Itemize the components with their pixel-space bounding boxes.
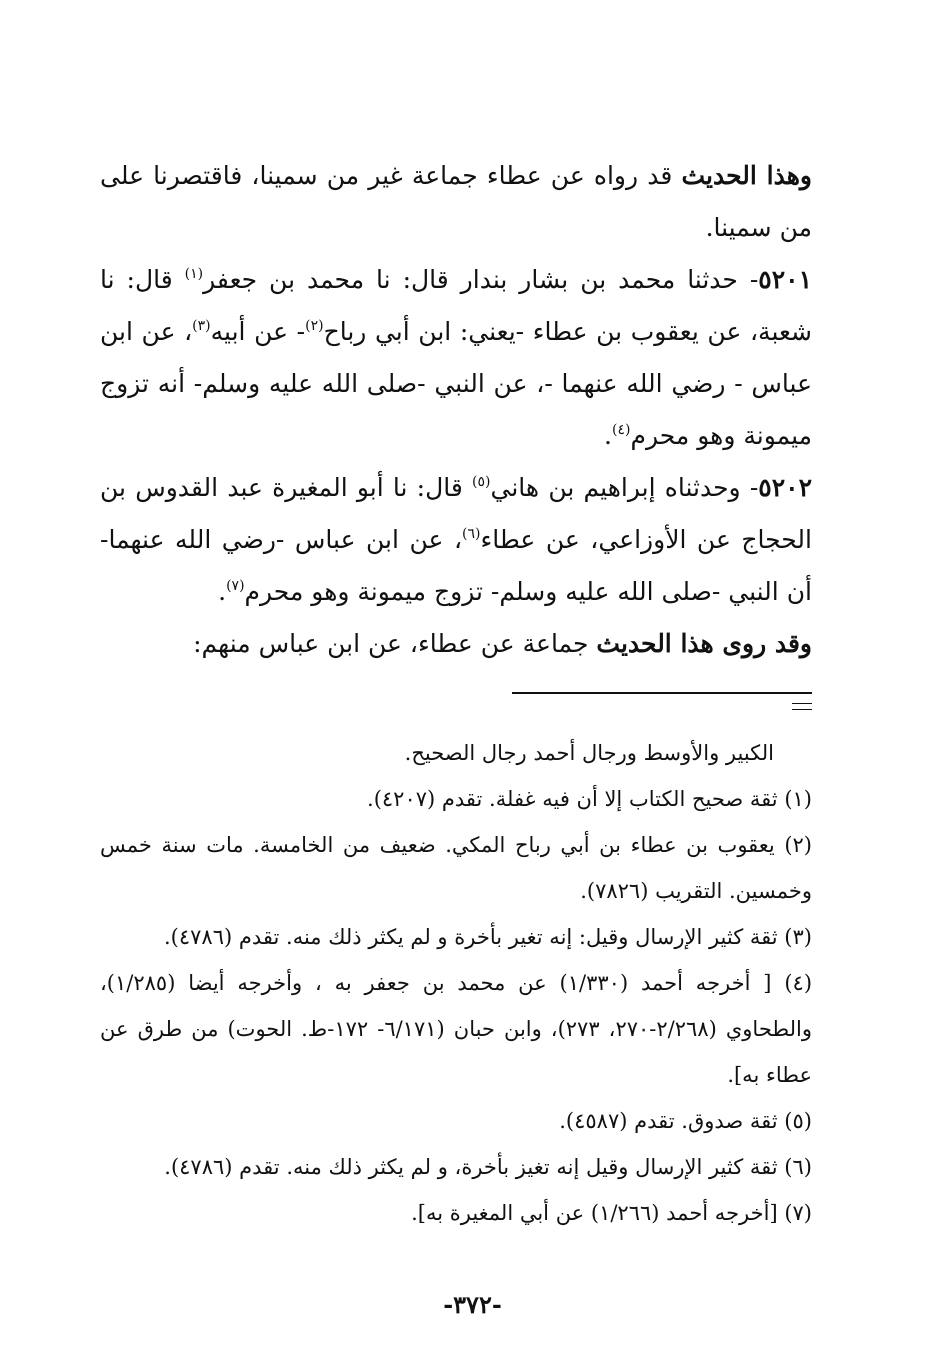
footnote-continuation: الكبير والأوسط ورجال أحمد رجال الصحيح.	[404, 741, 774, 765]
footnote-1: (١) ثقة صحيح الكتاب إلا أن فيه غفلة. تقدم (٤٢٠٧).	[367, 787, 812, 811]
footnote-4: (٤) [ أخرجه أحمد (١/٣٣٠) عن محمد بن جعفر به ، وأخرجه أيضا (١/٢٨٥)، والطحاوي (٢/٢٦٨-٢٧٠، ٢٧٣)، وابن حبان (٦/١٧١- ١٧٢-ط. الحوت) من طرق عن عطاء به].	[100, 971, 813, 1087]
hadith-text: .	[604, 421, 612, 450]
footnote-ref: (٧)	[226, 578, 245, 594]
paragraph-text: وقد روى	[713, 629, 812, 658]
footnote-ref: (٥)	[472, 474, 491, 490]
hadith-number: ٥٢٠١	[758, 265, 813, 294]
footnotes	[100, 730, 812, 1236]
hadith-text: قال: نا أبو المغيرة عبد القدوس بن الحجاج عن الأوزاعي، عن عطاء	[100, 473, 812, 554]
footnote-ref: (١)	[184, 266, 204, 282]
footnote-ref: (٢)	[305, 318, 324, 334]
footnote-ref: (٤)	[612, 422, 631, 438]
footnote-7: (٧) [أخرجه أحمد (١/٢٦٦) عن أبي المغيرة به].	[411, 1201, 812, 1225]
hadith-text: - حدثنا محمد بن بشار بندار قال: نا محمد بن جعفر	[203, 265, 759, 294]
bold-lead: وهذا الحديث	[681, 161, 812, 190]
paragraph-text: قد رواه عن عطاء جماعة غير من سمينا، فاقتصرنا على من سمينا.	[100, 161, 812, 242]
hadith-text: ، عن ابن عباس - رضي الله عنهما -، عن النبي -صلى الله عليه وسلم- أنه تزوج ميمونة وهو محرم	[100, 317, 812, 450]
paragraph-text: جماعة عن عطاء، عن ابن عباس منهم:	[193, 629, 597, 658]
footnote-ref: (٦)	[462, 526, 481, 542]
footnote-ref: (٣)	[192, 318, 211, 334]
paragraph-closing	[100, 618, 812, 670]
footnote-divider	[512, 692, 812, 694]
continuation-mark	[792, 709, 812, 710]
hadith-text: - وحدثناه إبراهيم بن هاني	[490, 473, 759, 502]
hadith-text: قال: نا شعبة، عن يعقوب بن عطاء -يعني: ابن أبي رباح	[100, 265, 812, 346]
continuation-mark	[792, 703, 812, 704]
hadith-5202	[100, 462, 812, 618]
paragraph-intro	[100, 150, 812, 254]
hadith-number: ٥٢٠٢	[758, 473, 812, 502]
footnote-3: (٣) ثقة كثير الإرسال وقيل: إنه تغير بأخرة و لم يكثر ذلك منه. تقدم (٤٧٨٦).	[163, 925, 812, 949]
hadith-text: ، عن ابن عباس -رضي الله عنهما- أن النبي -صلى الله عليه وسلم- تزوج ميمونة وهو محرم	[100, 525, 812, 606]
page-number: -٣٧٢-	[443, 1290, 502, 1319]
footnote-2: (٢) يعقوب بن عطاء بن أبي رباح المكي. ضعيف من الخامسة. مات سنة خمس وخمسين. التقريب (٧٨٢٦).	[100, 833, 812, 903]
main-text	[100, 150, 812, 670]
hadith-text: .	[218, 577, 227, 606]
hadith-text: - عن أبيه	[210, 317, 306, 346]
footnote-5: (٥) ثقة صدوق. تقدم (٤٥٨٧).	[559, 1109, 812, 1133]
bold-lead: هذا الحديث	[596, 629, 714, 658]
footnote-6: (٦) ثقة كثير الإرسال وقيل إنه تغيز بأخرة، و لم يكثر ذلك منه. تقدم (٤٧٨٦).	[164, 1155, 812, 1179]
hadith-5201	[100, 254, 812, 462]
